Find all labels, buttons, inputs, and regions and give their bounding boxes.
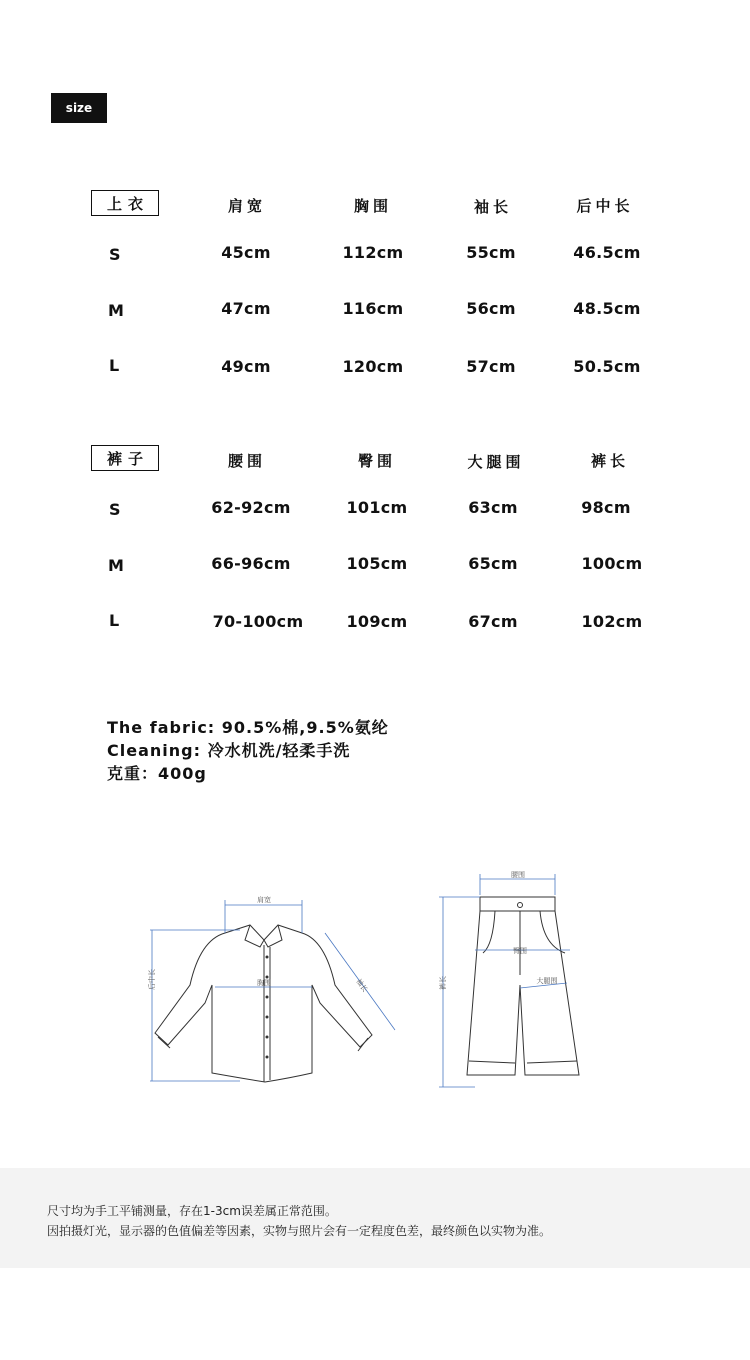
weight-info: 克重：400g [107, 764, 207, 783]
top-cell: 50.5cm [573, 357, 641, 376]
pants-label: 裤子 [91, 445, 159, 471]
top-cell: 112cm [342, 243, 404, 262]
pants-cell: 109cm [346, 612, 408, 631]
top-header-shoulder: 肩宽 [227, 197, 267, 215]
top-row-size: S [109, 245, 121, 264]
top-cell: 116cm [342, 299, 404, 318]
pants-row-size: M [108, 556, 124, 575]
shirt-length-label: 后中长 [148, 969, 156, 990]
pants-cell: 100cm [581, 554, 643, 573]
top-cell: 55cm [466, 243, 516, 262]
pants-header-length: 裤长 [590, 452, 630, 470]
top-label: 上衣 [91, 190, 159, 216]
pants-cell: 66-96cm [211, 554, 291, 573]
pants-length-label: 裤长 [439, 976, 447, 990]
pants-waist-label: 腰围 [511, 871, 525, 879]
pants-cell: 62-92cm [211, 498, 291, 517]
pants-row-size: L [109, 611, 120, 630]
top-row-size: L [109, 356, 120, 375]
pants-header-thigh: 大腿围 [467, 453, 525, 471]
pants-cell: 70-100cm [212, 612, 304, 631]
top-cell: 47cm [221, 299, 271, 318]
pants-row-size: S [109, 500, 121, 519]
pants-hip-label: 臀围 [513, 947, 527, 955]
pants-cell: 105cm [346, 554, 408, 573]
size-tag: size [51, 93, 107, 123]
pants-cell: 67cm [468, 612, 518, 631]
pants-header-hip: 臀围 [357, 452, 397, 470]
top-header-sleeve: 袖长 [473, 198, 513, 216]
pants-cell: 65cm [468, 554, 518, 573]
shirt-sleeve-label: 袖长 [354, 977, 369, 994]
top-cell: 45cm [221, 243, 271, 262]
top-cell: 57cm [466, 357, 516, 376]
top-cell: 56cm [466, 299, 516, 318]
shirt-shoulder-label: 肩宽 [257, 896, 271, 904]
pants-cell: 101cm [346, 498, 408, 517]
pants-header-waist: 腰围 [227, 452, 267, 470]
top-header-length: 后中长 [576, 197, 634, 215]
shirt-measurement-diagram [140, 885, 410, 1090]
pants-cell: 63cm [468, 498, 518, 517]
cleaning-info: Cleaning: 冷水机洗/轻柔手洗 [107, 741, 351, 760]
top-cell: 48.5cm [573, 299, 641, 318]
pants-cell: 102cm [581, 612, 643, 631]
pants-cell: 98cm [581, 498, 631, 517]
top-cell: 120cm [342, 357, 404, 376]
color-note: 因拍摄灯光，显示器的色值偏差等因素，实物与照片会有一定程度色差，最终颜色以实物为准。 [47, 1224, 552, 1238]
top-cell: 46.5cm [573, 243, 641, 262]
shirt-chest-label: 胸围 [257, 979, 271, 987]
top-cell: 49cm [221, 357, 271, 376]
pants-thigh-label: 大腿围 [536, 977, 558, 985]
top-header-chest: 胸围 [353, 197, 393, 215]
fabric-info: The fabric: 90.5%棉,9.5%氨纶 [107, 718, 389, 737]
pants-measurement-diagram [435, 865, 585, 1090]
measurement-note: 尺寸均为手工平铺测量，存在1-3cm误差属正常范围。 [47, 1204, 337, 1218]
notes-panel [0, 1168, 750, 1268]
top-row-size: M [108, 301, 124, 320]
